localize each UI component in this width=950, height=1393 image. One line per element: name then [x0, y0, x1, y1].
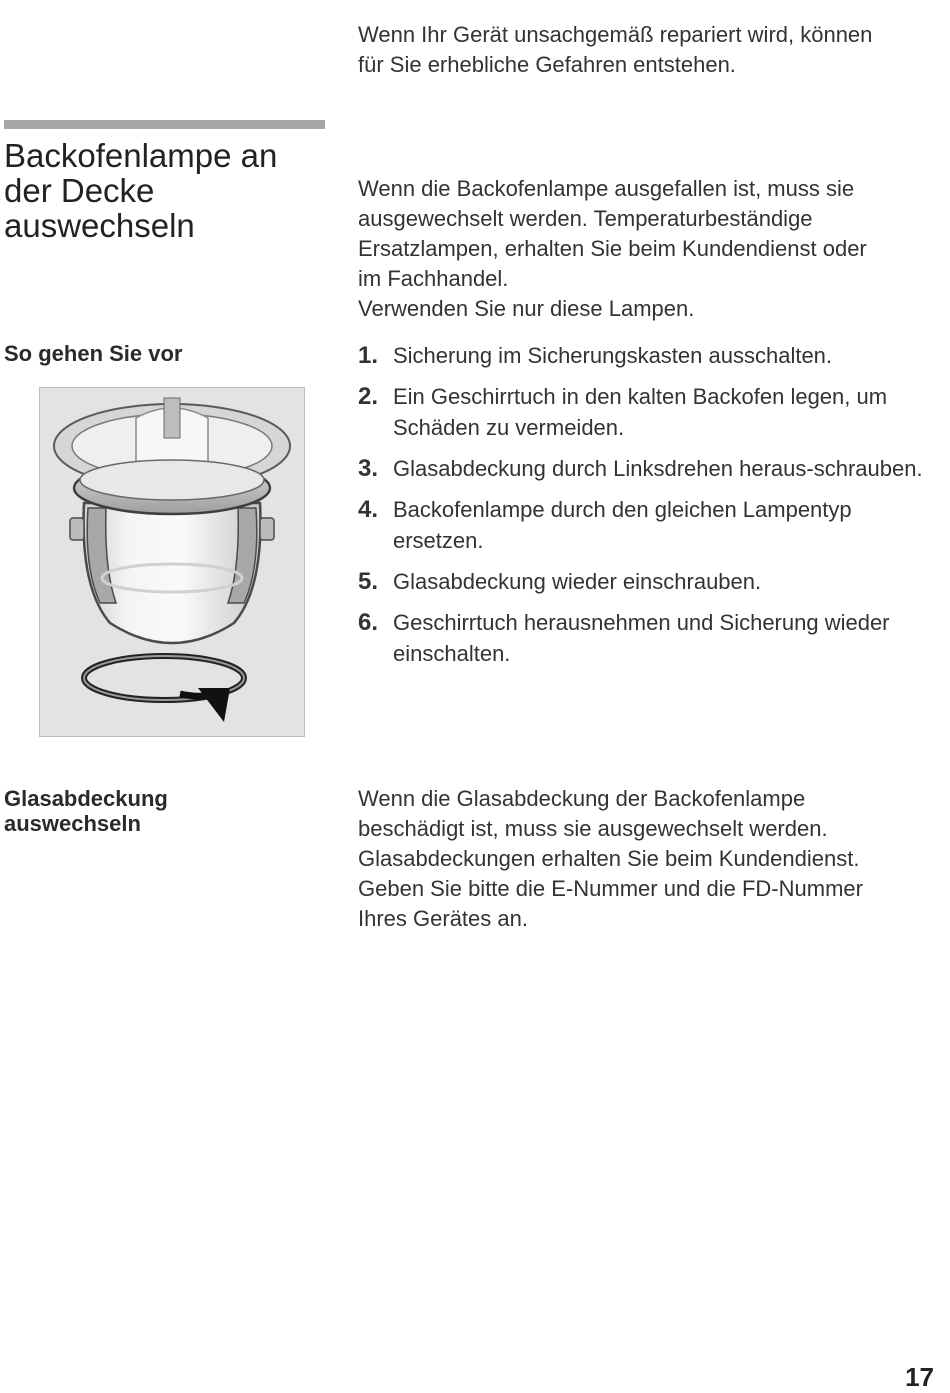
- step-text: Glasabdeckung durch Linksdrehen heraus-schrauben.: [393, 456, 923, 481]
- step-number: 1.: [358, 342, 379, 369]
- lamp-glass-cover-rotate-icon: [39, 387, 305, 737]
- section-title-backofenlampe: Backofenlampe an der Decke auswechseln: [4, 137, 278, 244]
- body-line: Glasabdeckungen erhalten Sie beim Kundendienst.: [358, 846, 860, 871]
- body-line: Ihres Gerätes an.: [358, 906, 528, 931]
- step-item: [358, 340, 943, 371]
- warning-line: für Sie erhebliche Gefahren entstehen.: [358, 52, 736, 77]
- step-number: 4.: [358, 496, 379, 523]
- body-line: Geben Sie bitte die E-Nummer und die FD-Nummer: [358, 876, 863, 901]
- instruction-steps: [358, 340, 943, 679]
- step-text: Sicherung im Sicherungskasten ausschalten.: [393, 343, 833, 368]
- step-number: 6.: [358, 609, 379, 636]
- step-number: 3.: [358, 455, 379, 482]
- section2-body: [358, 784, 943, 934]
- step-item: [358, 381, 943, 443]
- step-item: [358, 566, 943, 597]
- body-line: Wenn die Glasabdeckung der Backofenlampe: [358, 786, 806, 811]
- intro-line: Ersatzlampen, erhalten Sie beim Kundendienst oder: [358, 236, 867, 261]
- intro-line: ausgewechselt werden. Temperaturbeständige: [358, 206, 813, 231]
- step-text: Ein Geschirrtuch in den kalten Backofen legen, um Schäden zu vermeiden.: [393, 384, 888, 440]
- intro-line: Wenn die Backofenlampe ausgefallen ist, muss sie: [358, 176, 855, 201]
- intro-line: Verwenden Sie nur diese Lampen.: [358, 296, 695, 321]
- warning-text: [358, 20, 943, 80]
- step-text: Backofenlampe durch den gleichen Lampentyp ersetzen.: [393, 497, 852, 553]
- section-divider: [4, 120, 325, 129]
- page-number: 17: [905, 1362, 934, 1392]
- body-line: beschädigt ist, muss sie ausgewechselt werden.: [358, 816, 828, 841]
- step-item: [358, 607, 943, 669]
- warning-line: Wenn Ihr Gerät unsachgemäß repariert wird, können: [358, 22, 873, 47]
- intro-line: im Fachhandel.: [358, 266, 509, 291]
- step-number: 2.: [358, 383, 379, 410]
- step-text: Glasabdeckung wieder einschrauben.: [393, 569, 762, 594]
- step-text: Geschirrtuch herausnehmen und Sicherung wieder einschalten.: [393, 610, 890, 666]
- subheading-instructions: So gehen Sie vor: [4, 341, 183, 366]
- section-title-glasabdeckung: Glasabdeckung auswechseln: [4, 786, 168, 836]
- step-item: [358, 494, 943, 556]
- section-intro: [358, 174, 943, 324]
- step-item: [358, 453, 943, 484]
- step-number: 5.: [358, 568, 379, 595]
